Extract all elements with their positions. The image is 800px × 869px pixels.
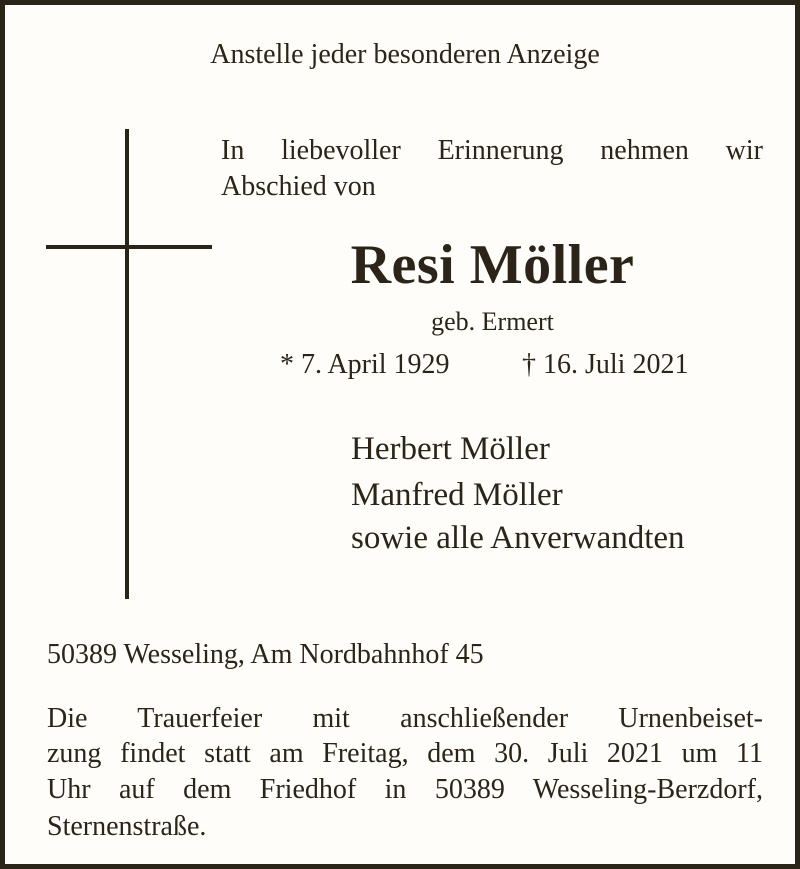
cross-icon-bar	[46, 245, 212, 249]
ceremony-line-3: Uhr auf dem Friedhof in 50389 Wesseling-Berzdorf,	[47, 774, 763, 805]
notice-header: Anstelle jeder besonderen Anzeige	[210, 39, 600, 70]
ceremony-line-2: zung findet statt am Freitag, dem 30. Juli 2021 um 11	[47, 738, 763, 769]
birth-name: geb. Ermert	[431, 307, 554, 336]
address: 50389 Wesseling, Am Nordbahnhof 45	[47, 639, 484, 670]
ceremony-line-4: Sternenstraße.	[47, 811, 207, 842]
ceremony-line-1: Die Trauerfeier mit anschließender Urnenbeiset-	[47, 703, 763, 734]
survivor-2: Manfred Möller	[351, 477, 563, 513]
intro-line-1: In liebevoller Erinnerung nehmen wir	[221, 135, 763, 166]
cross-icon	[125, 129, 129, 599]
birth-date: * 7. April 1929	[280, 349, 450, 380]
death-date: † 16. Juli 2021	[522, 349, 689, 380]
intro-line-2: Abschied von	[221, 171, 376, 202]
deceased-name: Resi Möller	[350, 234, 635, 296]
survivor-3: sowie alle Anverwandten	[351, 520, 685, 556]
survivor-1: Herbert Möller	[351, 431, 550, 467]
